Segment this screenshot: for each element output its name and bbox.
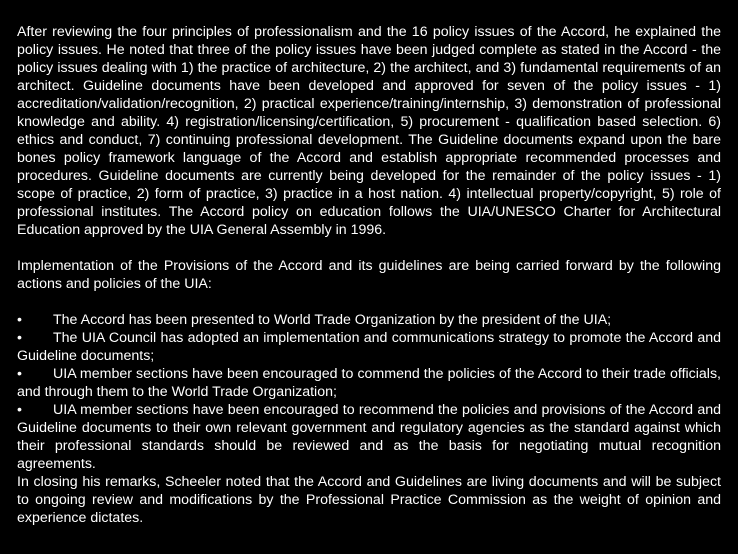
document-body xyxy=(17,23,721,527)
paragraph-closing: In closing his remarks, Scheeler noted that the Accord and Guidelines are living documents and will be subject to ongoing review and modifications by the Professional Practice Commission as the weight of opinion and experience dictates. xyxy=(17,474,721,526)
bullet-text: UIA member sections have been encouraged to recommend the policies and provisions of the Accord and Guideline documents to their own relevant government and regulatory agencies as the standard against which their professional standards should be reviewed and as the basis for negotiating mutual recognition agreements. xyxy=(17,402,721,472)
paragraph-policy-issues: After reviewing the four principles of professionalism and the 16 policy issues of the Accord, he explained the policy issues. He noted that three of the policy issues have been judged complete as stated in the Accord - the policy issues dealing with 1) the practice of architecture, 2) the architect, and 3) fundamental requirements of an architect. Guideline documents have been developed and approved for seven of the policy issues - 1) accreditation/validation/recognition, 2) practical experience/training/internship, 3) demonstration of professional knowledge and ability. 4) registration/licensing/certification, 5) procurement - qualification based selection. 6) ethics and conduct, 7) continuing professional development. The Guideline documents expand upon the bare bones policy framework language of the Accord and establish appropriate recommended processes and procedures. Guideline documents are currently being developed for the remainder of the policy issues - 1) scope of practice, 2) form of practice, 3) practice in a host nation. 4) intellectual property/copyright, 5) role of professional institutes. The Accord policy on education follows the UIA/UNESCO Charter for Architectural Education approved by the UIA General Assembly in 1996. xyxy=(17,24,721,238)
bullet-text: The Accord has been presented to World Trade Organization by the president of the UIA; xyxy=(53,312,612,328)
bullet-marker: • xyxy=(17,402,22,418)
bullet-item xyxy=(17,365,721,401)
bullet-text: UIA member sections have been encouraged to commend the policies of the Accord to their trade officials, and through them to the World Trade Organization; xyxy=(17,366,721,400)
bullet-item xyxy=(17,329,721,365)
bullet-marker: • xyxy=(17,312,22,328)
bullet-item xyxy=(17,401,721,473)
paragraph-spacer xyxy=(17,293,721,311)
bullet-marker: • xyxy=(17,366,22,382)
bullet-text: The UIA Council has adopted an implementation and communications strategy to promote the Accord and Guideline documents; xyxy=(17,330,721,364)
paragraph-spacer xyxy=(17,239,721,257)
paragraph-implementation: Implementation of the Provisions of the Accord and its guidelines are being carried forward by the following actions and policies of the UIA: xyxy=(17,258,721,292)
bullet-marker: • xyxy=(17,330,22,346)
bullet-item xyxy=(17,311,721,329)
